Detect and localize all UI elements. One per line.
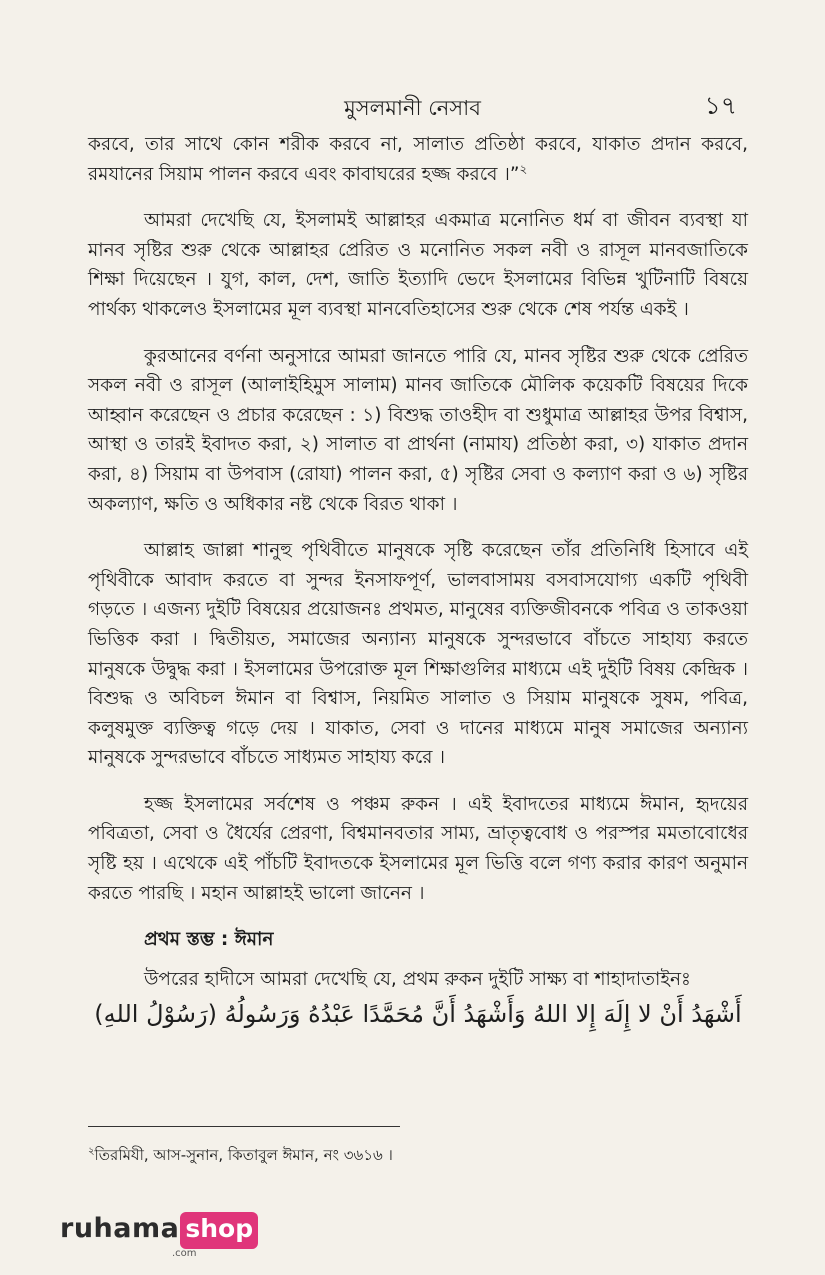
paragraph-1: করবে, তার সাথে কোন শরীক করবে না, সালাত প্রতিষ্ঠা করবে, যাকাত প্রদান করবে, রমযানের সিয়াম পালন করবে এবং কাবাঘরের হজ্জ করবে ।”$^২$ (88, 134, 748, 185)
footnote-ref[interactable]: ২ (519, 161, 528, 176)
logo-wordmark: ruhama (60, 1213, 180, 1244)
logo-domain: .com (172, 1248, 197, 1259)
footnote-marker: ২ (88, 1146, 95, 1157)
footnote-text: তিরমিযী, আস-সুনান, কিতাবুল ঈমান, নং ৩৬১৬ । (94, 1146, 393, 1164)
paragraph-4: আল্লাহ জাল্লা শানুহু পৃথিবীতে মানুষকে সৃষ্টি করেছেন তাঁর প্রতিনিধি হিসাবে এই পৃথিবীকে আবাদ করতে বা সুন্দর ইনসাফপূর্ণ, ভালবাসাময় বসবাসযোগ্য একটি পৃথিবী গড়তে । এজন্য দুইটি বিষয়ের প্রয়োজনঃ প্রথমত, মানুষের ব্যক্তিজীবনকে পবিত্র ও তাকওয়া ভিত্তিক করা । দ্বিতীয়ত, সমাজের অন্যান্য মানুষকে সুন্দরভাবে বাঁচতে সাহায্য করতে মানুষকে উদ্বুদ্ধ করা । ইসলামের উপরোক্ত মূল শিক্ষাগুলির মাধ্যমে এই দুইটি বিষয় কেন্দ্রিক । বিশুদ্ধ ও অবিচল ঈমান বা বিশ্বাস, নিয়মিত সালাত ও সিয়াম মানুষকে সুষম, পবিত্র, কলুষমুক্ত ব্যক্তিত্ব গড়ে দেয় । যাকাত, সেবা ও দানের মাধ্যমে মানুষ সমাজের অন্যান্য মানুষকে সুন্দরভাবে বাঁচতে সাধ্যমত সাহায্য করে । (88, 540, 748, 769)
running-header: মুসলমানী নেসাব (344, 96, 481, 120)
arabic-shahada: أَشْهَدُ أَنْ لا إِلَهَ إِلا اللهُ وَأَشْهَدُ أَنَّ مُحَمَّدًا عَبْدُهُ وَرَسُولُهُ (رَسُوْلُ اللهِ) (94, 1000, 742, 1029)
paragraph-2: আমরা দেখেছি যে, ইসলামই আল্লাহর একমাত্র মনোনিত ধর্ম বা জীবন ব্যবস্থা যা মানব সৃষ্টির শুরু থেকে আল্লাহর প্রেরিত ও মনোনিত সকল নবী ও রাসূল মানবজাতিকে শিক্ষা দিয়েছেন । যুগ, কাল, দেশ, জাতি ইত্যাদি ভেদে ইসলামের বিভিন্ন খুটিনাটি বিষয়ে পার্থক্য থাকলেও ইসলামের মূল ব্যবস্থা মানবেতিহাসের শুরু থেকে শেষ পর্যন্ত একই । (88, 210, 748, 320)
ruhama-shop-logo (60, 1212, 258, 1260)
page-number: ১৭ (704, 91, 737, 120)
section-intro: উপরের হাদীসে আমরা দেখেছি যে, প্রথম রুকন দুইটি সাক্ষ্য বা শাহাদাতাইনঃ (144, 968, 691, 990)
body-text (88, 130, 748, 1030)
footnote-divider (88, 1126, 400, 1127)
section-heading: প্রথম স্তম্ভ : ঈমান (144, 929, 274, 951)
logo-shop-badge: shop (180, 1212, 258, 1249)
paragraph-3: কুরআনের বর্ণনা অনুসারে আমরা জানতে পারি যে, মানব সৃষ্টির শুরু থেকে প্রেরিত সকল নবী ও রাসূল (আলাইহিমুস সালাম) মানব জাতিকে মৌলিক কয়েকটি বিষয়ের দিকে আহ্বান করেছেন ও প্রচার করেছেন : ১) বিশুদ্ধ তাওহীদ বা শুধুমাত্র আল্লাহর উপর বিশ্বাস, আস্থা ও তারই ইবাদত করা, ২) সালাত বা প্রার্থনা (নামায) প্রতিষ্ঠা করা, ৩) যাকাত প্রদান করা, ৪) সিয়াম বা উপবাস (রোযা) পালন করা, ৫) সৃষ্টির সেবা ও কল্যাণ করা ও ৬) সৃষ্টির অকল্যাণ, ক্ষতি ও অধিকার নষ্ট থেকে বিরত থাকা । (88, 345, 748, 515)
footnote (88, 1144, 748, 1169)
paragraph-5: হজ্জ ইসলামের সর্বশেষ ও পঞ্চম রুকন । এই ইবাদতের মাধ্যমে ঈমান, হৃদয়ের পবিত্রতা, সেবা ও ধৈর্যের প্রেরণা, বিশ্বমানবতার সাম্য, ভ্রাতৃত্ববোধ ও পরস্পর মমতাবোধের সৃষ্টি হয় । এথেকে এই পাঁচটি ইবাদতকে ইসলামের মূল ভিত্তি বলে গণ্য করার কারণ অনুমান করতে পারছি । মহান আল্লাহই ভালো জানেন । (88, 793, 748, 904)
